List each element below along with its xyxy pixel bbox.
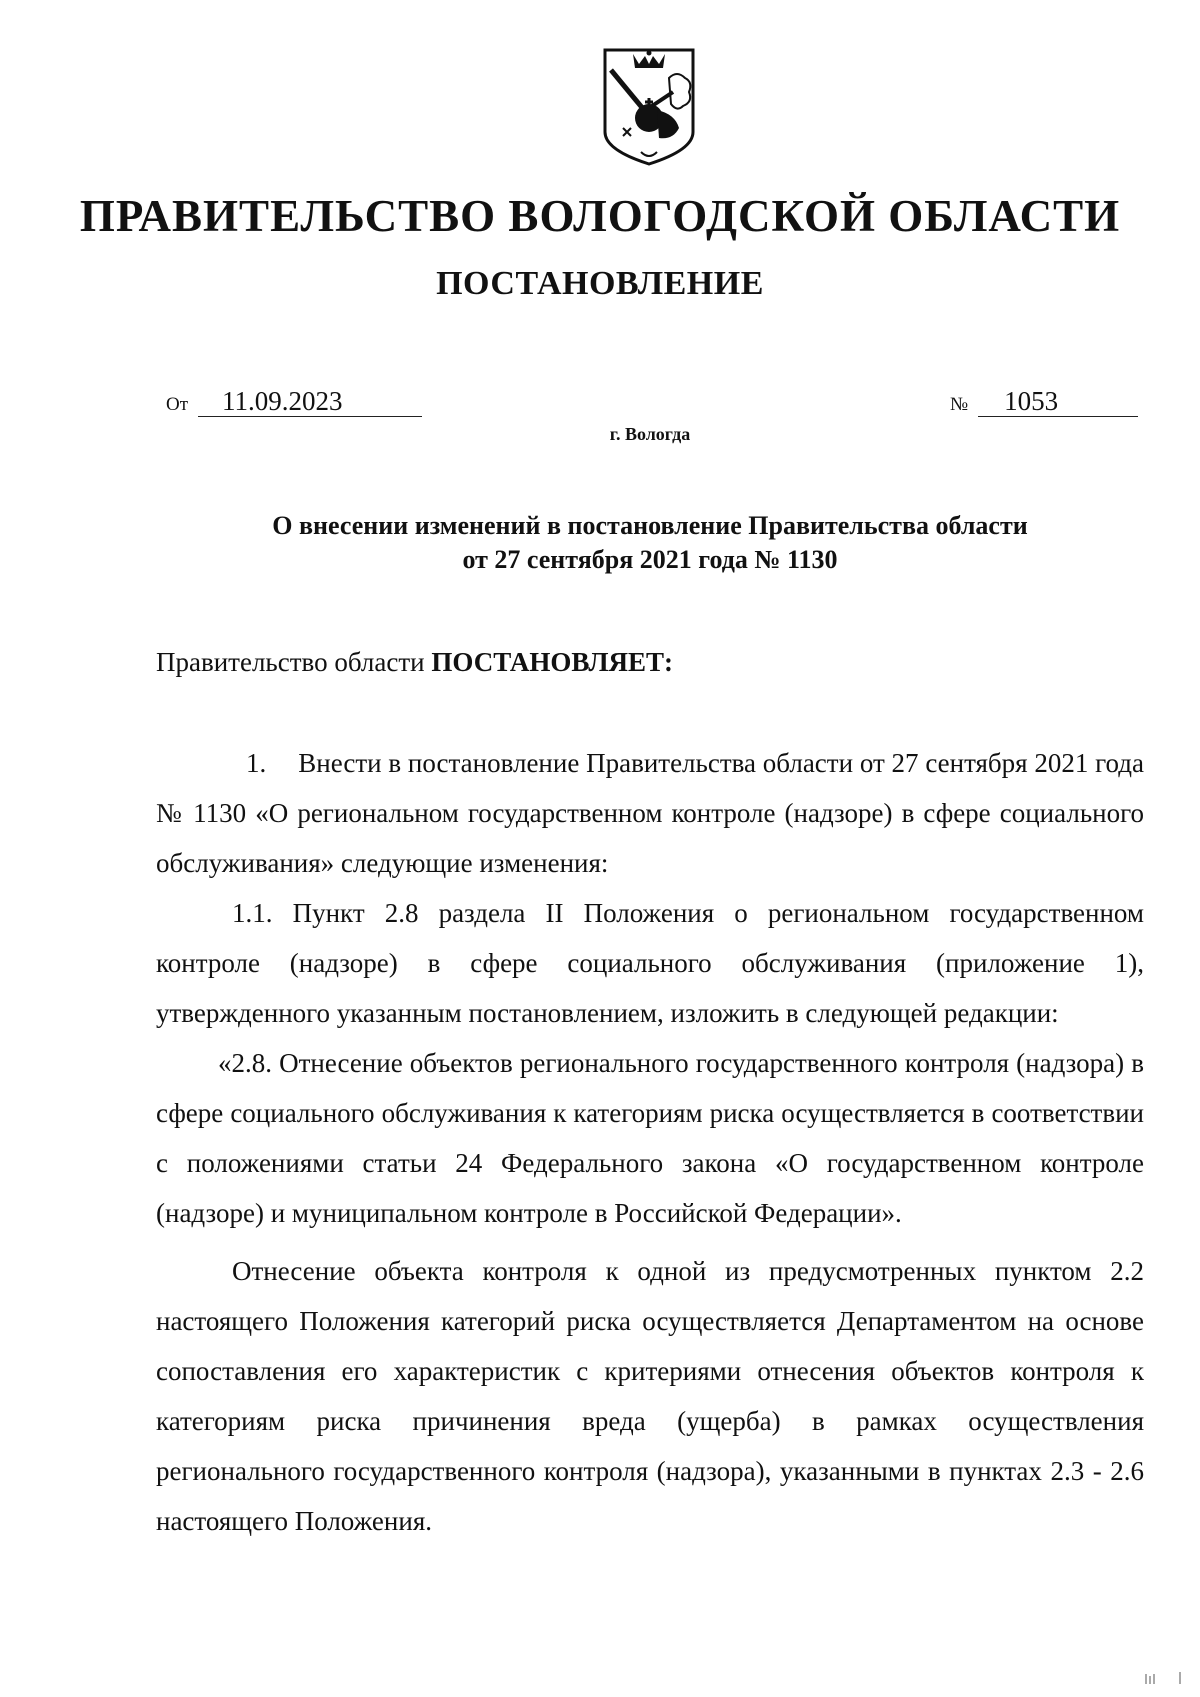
date-prefix: От <box>166 394 189 415</box>
government-title: ПРАВИТЕЛЬСТВО ВОЛОГОДСКОЙ ОБЛАСТИ <box>79 191 1121 241</box>
subject-line-1: О внесении изменений в постановление Правительства области <box>272 511 1028 540</box>
item-1-number: 1. <box>246 748 267 778</box>
subject-line-2: от 27 сентября 2021 года № 1130 <box>462 545 838 574</box>
number-prefix: № <box>950 394 969 415</box>
paragraph-item-1-1: 1.1. Пункт 2.8 раздела II Положения о региональном государственном контроле (надзоре) в сфере социального обслуживания (приложение 1), утвержденного указанным постановлением, изложить в следующей редакции: <box>156 898 1144 1028</box>
city-label: г. Вологда <box>609 424 691 444</box>
document-type: ПОСТАНОВЛЕНИЕ <box>436 265 764 302</box>
number-value: 1053 <box>978 386 1138 417</box>
preamble <box>156 644 673 680</box>
vologda-coat-of-arms-icon <box>603 48 695 166</box>
date-value: 11.09.2023 <box>198 386 422 417</box>
paragraph-quote-2-8: «2.8. Отнесение объектов регионального государственного контроля (надзора) в сфере социального обслуживания к категориям риска осуществляется в соответствии с положениями статьи 24 Федерального закона «О государственном контроле (надзоре) и муниципальном контроле в Российской Федерации». <box>156 1048 1144 1228</box>
date-field <box>166 386 422 420</box>
item-1-text: Внести в постановление Правительства области от 27 сентября 2021 года № 1130 «О региональном государственном контроле (надзоре) в сфере социального обслуживания» следующие изменения: <box>156 748 1144 878</box>
paragraph-item-1 <box>156 738 1144 888</box>
preamble-text: Правительство области <box>156 647 425 677</box>
document-subject <box>150 509 1150 577</box>
preamble-decree-word: ПОСТАНОВЛЯЕТ: <box>431 647 673 677</box>
scan-artifact-icon <box>1144 1672 1184 1686</box>
paragraph-risk-categories: Отнесение объекта контроля к одной из предусмотренных пунктом 2.2 настоящего Положения категорий риска осуществляется Департаментом на основе сопоставления его характеристик с критериями отнесения объектов контроля к категориям риска причинения вреда (ущерба) в рамках осуществления регионального государственного контроля (надзора), указанными в пунктах 2.3 - 2.6 настоящего Положения. <box>156 1256 1144 1536</box>
document-body <box>156 738 1144 1546</box>
number-field <box>950 386 1138 420</box>
